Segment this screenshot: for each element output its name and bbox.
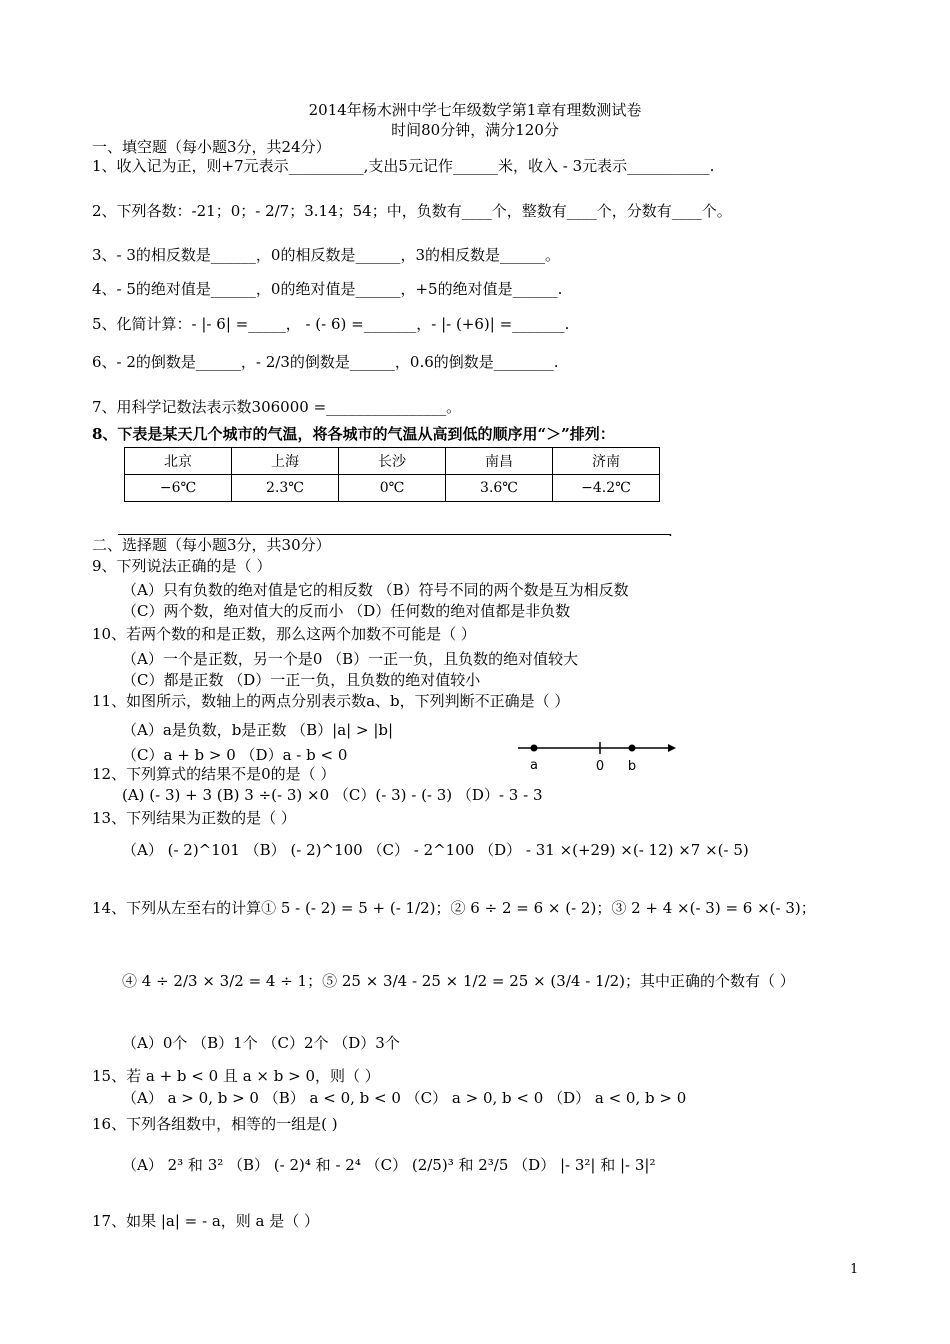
table-row bbox=[125, 475, 660, 502]
question-1: 1、收入记为正，则+7元表示__________,支出5元记作______米，收入 - 3元表示___________. bbox=[92, 157, 715, 175]
question-5: 5、化简计算：- |- 6| =_____， - (- 6) =_______，- |- (+6)| =_______. bbox=[92, 315, 570, 333]
point-a bbox=[531, 745, 538, 752]
question-16: 16、下列各组数中，相等的一组是( ) bbox=[92, 1115, 338, 1133]
temperature-table bbox=[124, 447, 660, 502]
number-line-figure bbox=[516, 738, 678, 776]
question-11: 11、如图所示，数轴上的两点分别表示数a、b，下列判断不正确是（ ） bbox=[92, 692, 570, 710]
question-10: 10、若两个数的和是正数，那么这两个加数不可能是（ ） bbox=[92, 625, 476, 643]
question-12-options: (A) (- 3) + 3 (B) 3 ÷(- 3) ×0 （C）(- 3) - (- 3) （D）- 3 - 3 bbox=[122, 786, 543, 804]
question-9: 9、下列说法正确的是（ ） bbox=[92, 557, 272, 575]
number-line-arrow bbox=[668, 744, 676, 752]
question-12: 12、下列算式的结果不是0的是（ ） bbox=[92, 765, 336, 783]
table-header-cell: 上海 bbox=[232, 448, 339, 475]
label-b: b bbox=[627, 759, 637, 774]
page-number: 1 bbox=[850, 1262, 859, 1277]
question-10-options-cd: （C）都是正数 （D）一正一负，且负数的绝对值较小 bbox=[122, 671, 481, 689]
question-14-continued: ④ 4 ÷ 2/3 × 3/2 = 4 ÷ 1；⑤ 25 × 3/4 - 25 × 1/2 = 25 × (3/4 - 1/2)；其中正确的个数有（ ） bbox=[122, 972, 795, 990]
question-17: 17、如果 |a| = - a，则 a 是（ ） bbox=[92, 1212, 320, 1230]
question-11-options-ab: （A）a是负数，b是正数 （B）|a| > |b| bbox=[122, 721, 394, 739]
question-9-options-ab: （A）只有负数的绝对值是它的相反数 （B）符号不同的两个数是互为相反数 bbox=[122, 581, 629, 599]
question-13-options: （A） (- 2)^101 （B） (- 2)^100 （C） - 2^100 （D） - 31 ×(+29) ×(- 12) ×7 ×(- 5) bbox=[122, 841, 749, 859]
exam-subtitle: 时间80分钟，满分120分 bbox=[391, 121, 559, 139]
table-cell: 0℃ bbox=[339, 475, 446, 502]
question-2: 2、下列各数：-21；0；- 2/7；3.14；54；中，负数有____个，整数有____个，分数有____个。 bbox=[92, 202, 732, 220]
table-header-cell: 南昌 bbox=[446, 448, 553, 475]
table-header-cell: 长沙 bbox=[339, 448, 446, 475]
section-2-heading: 二、选择题（每小题3分，共30分） bbox=[92, 536, 331, 554]
label-zero: 0 bbox=[595, 759, 605, 774]
table-header-row bbox=[125, 448, 660, 475]
answer-line-period: . bbox=[668, 522, 673, 540]
question-7: 7、用科学记数法表示数306000 =________________。 bbox=[92, 398, 462, 416]
table-header-cell: 北京 bbox=[125, 448, 232, 475]
section-1-heading: 一、填空题（每小题3分，共24分） bbox=[92, 138, 331, 156]
question-11-options-cd: （C）a + b > 0 （D）a - b < 0 bbox=[122, 746, 348, 764]
label-a: a bbox=[530, 758, 538, 773]
question-3: 3、- 3的相反数是______，0的相反数是______，3的相反数是______。 bbox=[92, 246, 561, 264]
question-15-options: （A） a > 0, b > 0 （B） a < 0, b < 0 （C） a > 0, b < 0 （D） a < 0, b > 0 bbox=[122, 1089, 687, 1107]
table-cell: 3.6℃ bbox=[446, 475, 553, 502]
question-6: 6、- 2的倒数是______，- 2/3的倒数是______，0.6的倒数是________. bbox=[92, 353, 559, 371]
point-b bbox=[629, 745, 636, 752]
table-cell: −4.2℃ bbox=[553, 475, 660, 502]
question-14-options: （A）0个 （B）1个 （C）2个 （D）3个 bbox=[122, 1034, 400, 1052]
question-14: 14、下列从左至右的计算① 5 - (- 2) = 5 + (- 1/2)；② 6 ÷ 2 = 6 × (- 2)；③ 2 + 4 ×(- 3) = 6 ×(- 3)； bbox=[92, 899, 816, 917]
exam-title: 2014年杨木洲中学七年级数学第1章有理数测试卷 bbox=[308, 101, 642, 119]
table-cell: 2.3℃ bbox=[232, 475, 339, 502]
table-cell: −6℃ bbox=[125, 475, 232, 502]
table-header-cell: 济南 bbox=[553, 448, 660, 475]
question-16-options: （A） 2³ 和 3² （B） (- 2)⁴ 和 - 2⁴ （C） (2/5)³ 和 2³/5 （D） |- 3²| 和 |- 3|² bbox=[122, 1156, 656, 1174]
question-15: 15、若 a + b < 0 且 a × b > 0，则（ ） bbox=[92, 1067, 380, 1085]
question-9-options-cd: （C）两个数，绝对值大的反而小 （D）任何数的绝对值都是非负数 bbox=[122, 602, 571, 620]
question-13: 13、下列结果为正数的是（ ） bbox=[92, 809, 296, 827]
question-8: 8、下表是某天几个城市的气温，将各城市的气温从高到低的顺序用“＞”排列： bbox=[92, 425, 615, 443]
question-10-options-ab: （A）一个是正数，另一个是0 （B）一正一负，且负数的绝对值较大 bbox=[122, 650, 579, 668]
question-4: 4、- 5的绝对值是______，0的绝对值是______，+5的绝对值是______. bbox=[92, 280, 563, 298]
